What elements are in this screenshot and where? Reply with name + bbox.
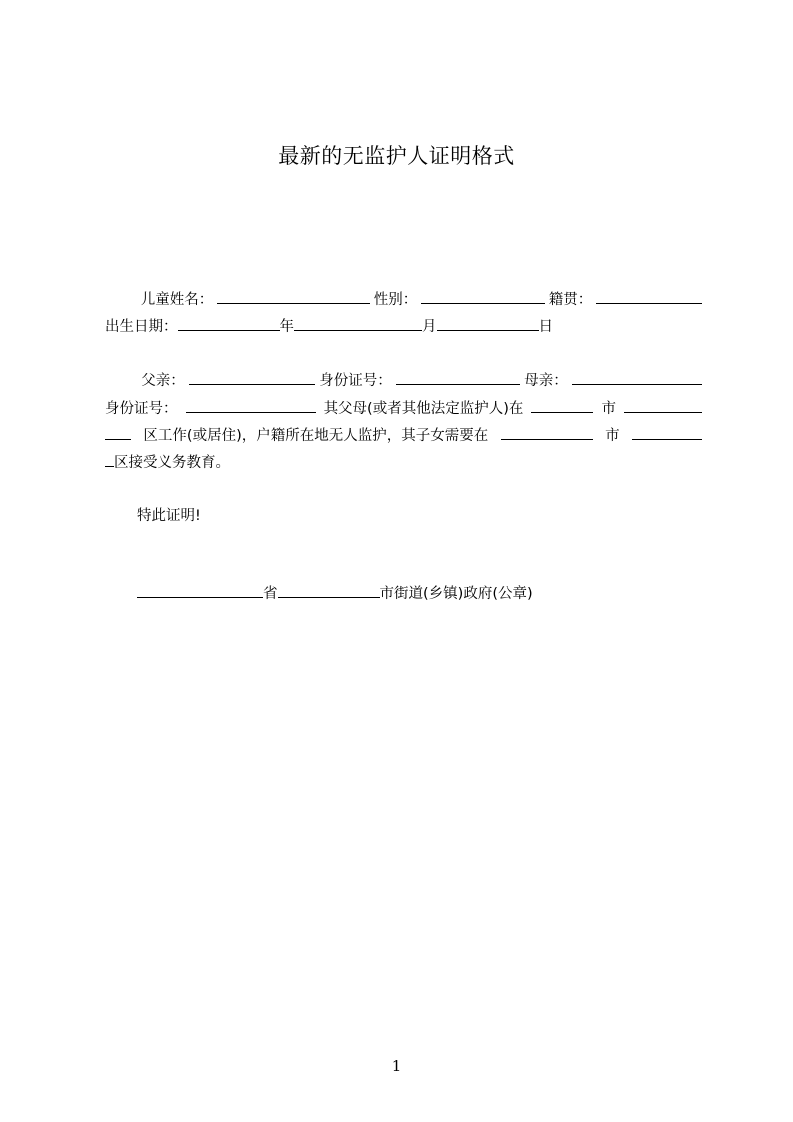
mother-blank — [572, 370, 702, 385]
school-district-blank — [632, 425, 702, 440]
native-place-blank — [596, 289, 702, 304]
father-id-blank — [396, 370, 520, 385]
province-label: 省 — [263, 586, 278, 602]
birth-date-label: 出生日期： — [105, 319, 178, 335]
birth-day-blank — [437, 316, 539, 331]
mother-label: 母亲： — [524, 373, 568, 389]
education-text: 区接受义务教育。 — [114, 455, 230, 471]
school-district-blank-cont — [105, 452, 114, 467]
signature-line — [105, 583, 702, 605]
gender-blank — [421, 289, 545, 304]
child-name-label: 儿童姓名： — [140, 292, 214, 308]
month-label: 月 — [422, 319, 437, 335]
gender-label: 性别： — [373, 292, 418, 308]
father-blank — [189, 370, 315, 385]
mother-id-blank — [186, 398, 316, 413]
school-city-blank — [501, 425, 593, 440]
guardian-text: 其父母(或者其他法定监护人)在 — [323, 401, 524, 417]
document-title: 最新的无监护人证明格式 — [278, 144, 515, 168]
work-district-blank-cont — [105, 425, 131, 440]
father-label: 父亲： — [141, 373, 185, 389]
year-label: 年 — [279, 319, 294, 335]
certify-text: 特此证明! — [137, 508, 201, 524]
mother-id-label: 身份证号： — [105, 401, 178, 417]
certify-line — [105, 505, 702, 527]
birth-month-blank — [294, 316, 422, 331]
education-line — [105, 452, 702, 474]
city-label-2: 市 — [605, 428, 620, 444]
city-seal-text: 市街道(乡镇)政府(公章) — [379, 586, 533, 602]
day-label: 日 — [538, 319, 553, 335]
birth-year-blank — [178, 316, 280, 331]
guardian-line — [105, 398, 702, 420]
work-district-blank — [624, 398, 702, 413]
child-name-blank — [217, 289, 370, 304]
city-blank — [278, 583, 380, 598]
work-city-blank — [531, 398, 593, 413]
province-blank — [137, 583, 263, 598]
district-line — [105, 425, 702, 447]
birth-date-line — [105, 316, 702, 338]
district-text: 区工作(或居住)，户籍所在地无人监护，其子女需要在 — [143, 428, 489, 444]
page-number: 1 — [391, 1057, 402, 1075]
city-label-1: 市 — [601, 401, 616, 417]
child-info-line — [105, 289, 702, 311]
father-id-label: 身份证号： — [319, 373, 392, 389]
parents-line — [105, 370, 702, 392]
native-place-label: 籍贯： — [548, 292, 593, 308]
